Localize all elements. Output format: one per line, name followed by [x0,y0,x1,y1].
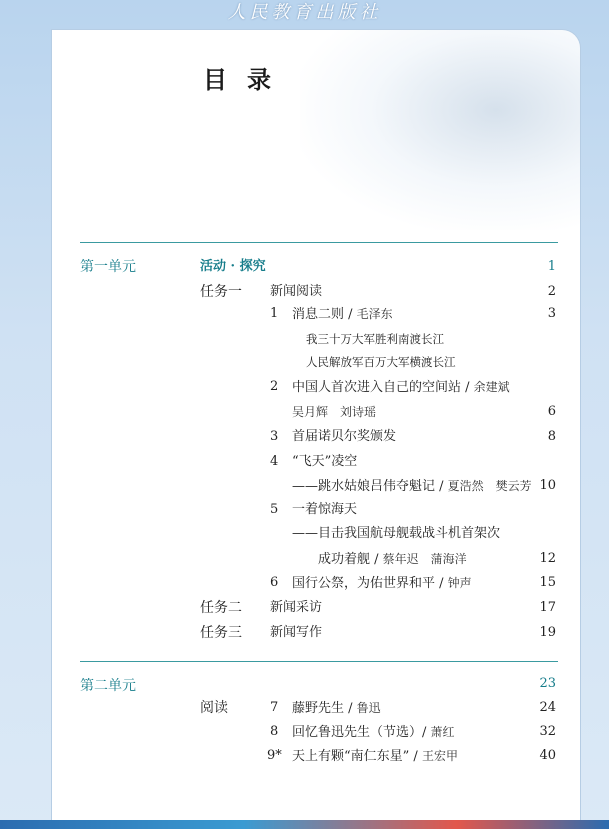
item9-author: 王宏甲 [421,749,458,763]
item5-subtitle2 [318,549,467,570]
item5-author: 蔡年迟 蒲海洋 [382,552,467,566]
item1-num: 1 [270,306,279,321]
item9-title-text: 天上有颗“南仁东星” / [292,749,422,764]
item6-author: 钟声 [447,576,472,590]
task2-page: 17 [539,600,556,615]
item4-author: 夏浩然 樊云芳 [447,479,532,493]
bottom-color-strip [0,820,609,829]
item7-title[interactable] [292,698,381,719]
task1-label: 任务一 [200,284,242,300]
item2-title[interactable] [292,377,510,398]
item3-page: 8 [547,429,556,444]
reading-label: 阅读 [200,700,228,716]
item6-title-text: 国行公祭，为佑世界和平 / [292,576,448,591]
item2-num: 2 [270,379,279,394]
item5-num: 5 [270,502,279,517]
item1-sub1: 我三十万大军胜利南渡长江 [306,332,444,346]
item6-title[interactable] [292,573,472,594]
decorative-illustration [300,30,580,230]
unit1-divider [80,242,558,243]
item8-title[interactable] [292,722,455,743]
item2-page: 6 [547,404,556,419]
unit1-activity-page: 1 [547,259,556,274]
item7-author: 鲁迅 [356,701,381,715]
unit2-page: 23 [539,676,556,691]
item3-num: 3 [270,429,279,444]
item3-title[interactable]: 首届诺贝尔奖颁发 [292,429,397,444]
task3-label: 任务三 [200,625,242,641]
item5-title[interactable]: 一着惊海天 [292,502,358,517]
item4-title[interactable]: “飞天”凌空 [292,454,358,469]
item1-author: 毛泽东 [356,307,393,321]
item5-page: 12 [539,551,556,566]
task2-label: 任务二 [200,600,242,616]
item8-page: 32 [539,724,556,739]
item6-page: 15 [539,575,556,590]
task3-page: 19 [539,625,556,640]
unit1-activity[interactable]: 活动 · 探究 [200,259,266,274]
item5-sub2-text: 成功着舰 / [318,552,383,567]
publisher-logo: 人民教育出版社 [227,2,382,23]
unit2-label[interactable]: 第二单元 [80,678,136,694]
item9-page: 40 [539,748,556,763]
task1-page: 2 [547,284,556,299]
item8-author: 萧红 [430,725,455,739]
item5-subtitle: ——目击我国航母舰载战斗机首架次 [292,526,501,541]
unit1-label[interactable]: 第一单元 [80,259,136,275]
item8-title-text: 回忆鲁迅先生（节选）/ [292,725,431,740]
item4-page: 10 [539,478,556,493]
item6-num: 6 [270,575,279,590]
item9-num: 9* [267,748,282,763]
item4-num: 4 [270,454,279,469]
item2-author: 余建斌 [473,380,510,394]
unit2-divider [80,661,558,662]
item2-title-text: 中国人首次进入自己的空间站 / [292,380,474,395]
item9-title[interactable] [292,746,458,767]
item1-page: 3 [547,306,556,321]
task2-name[interactable]: 新闻采访 [270,600,323,615]
item7-title-text: 藤野先生 / [292,701,357,716]
item1-title-text: 消息二则 / [292,307,357,322]
task1-name[interactable]: 新闻阅读 [270,284,323,299]
item4-subtitle [292,476,532,497]
item7-num: 7 [270,700,279,715]
item7-page: 24 [539,700,556,715]
item1-title[interactable] [292,304,393,325]
item2-author2: 吴月辉 刘诗瑶 [292,405,377,419]
item1-sub2: 人民解放军百万大军横渡长江 [306,355,456,369]
item4-sub-text: ——跳水姑娘吕伟夺魁记 / [292,479,448,494]
task3-name[interactable]: 新闻写作 [270,625,323,640]
item8-num: 8 [270,724,279,739]
page-title: 目录 [203,65,291,94]
